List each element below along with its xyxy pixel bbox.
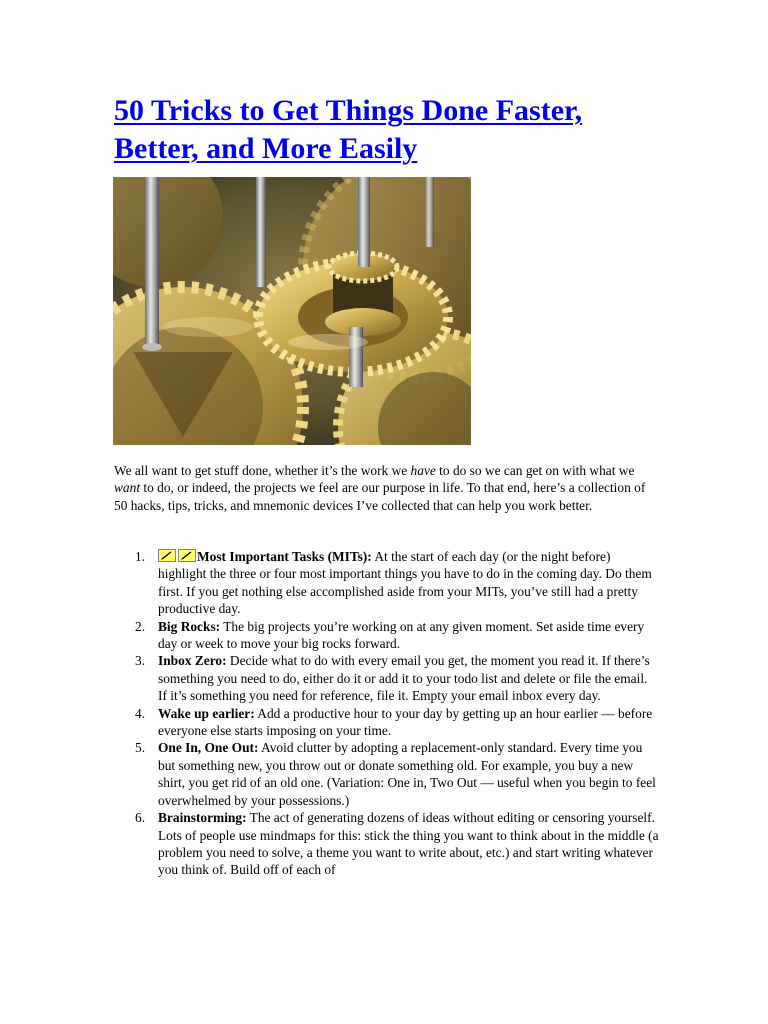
list-item-text: Add a productive hour to your day by getting up an hour earlier — before everyone else starts imposing on your time. bbox=[158, 705, 653, 739]
list-item-label: Inbox Zero: bbox=[158, 653, 227, 669]
list-item bbox=[114, 739, 659, 809]
list-item bbox=[114, 618, 659, 653]
tricks-list bbox=[114, 548, 659, 879]
list-item-number: 2. bbox=[135, 618, 146, 634]
list-item-text: The big projects you’re working on at any given moment. Set aside time every day or week to move your big rocks forward. bbox=[158, 618, 645, 652]
list-item-label: One In, One Out: bbox=[158, 740, 259, 756]
list-item bbox=[114, 548, 659, 618]
list-item bbox=[114, 705, 659, 740]
list-item-text: At the start of each day (or the night before) highlight the three or four most important things you have to do in the coming day. Do them first. If you get nothing else accomplished aside from your MITs, you’ve still had a pretty productive day. bbox=[158, 549, 652, 617]
list-item-label: Most Important Tasks (MITs): bbox=[197, 549, 372, 564]
intro-emphasis-want: want bbox=[114, 480, 141, 496]
list-item-text: Avoid clutter by adopting a replacement-only standard. Every time you but something new, you throw out or donate something old. For example, you buy a new shirt, you get rid of an old one. (Variation: One in, Two Out — useful when you begin to feel overwhelmed by your possessions.) bbox=[158, 740, 656, 808]
list-item-number: 6. bbox=[135, 810, 146, 826]
list-item-number: 1. bbox=[135, 549, 146, 564]
title-line-2: Better, and More Easily bbox=[114, 132, 418, 165]
intro-paragraph bbox=[114, 462, 659, 514]
list-item-label: Wake up earlier: bbox=[158, 705, 255, 721]
intro-text: to do, or indeed, the projects we feel are our purpose in life. To that end, here’s a collection of 50 hacks, tips, tricks, and mnemonic devices I’ve collected that can help you work better. bbox=[114, 480, 646, 513]
intro-text: to do so we can get on with what we bbox=[435, 463, 635, 478]
article-title-link[interactable] bbox=[114, 92, 674, 168]
intro-emphasis-have: have bbox=[410, 463, 436, 478]
list-item-text: Decide what to do with every email you get, the moment you read it. If there’s something you need to do, either do it or add it to your todo list and delete or file the email. If it’s something you need for reference, file it. Empty your email inbox every day. bbox=[158, 653, 650, 704]
list-item bbox=[114, 652, 659, 704]
pencil-edit-icon bbox=[158, 549, 196, 562]
title-line-1: 50 Tricks to Get Things Done Faster, bbox=[114, 94, 583, 127]
list-item-number: 3. bbox=[135, 653, 146, 669]
list-item-number: 4. bbox=[135, 705, 146, 721]
intro-text: We all want to get stuff done, whether it’s the work we bbox=[114, 463, 411, 478]
clockwork-gears-photo bbox=[113, 177, 471, 445]
list-item-label: Big Rocks: bbox=[158, 618, 221, 634]
list-item-number: 5. bbox=[135, 740, 146, 756]
list-item bbox=[114, 809, 659, 879]
list-item-label: Brainstorming: bbox=[158, 810, 247, 826]
list-item-text: The act of generating dozens of ideas without editing or censoring yourself. Lots of people use mindmaps for this: stick the thing you want to think about in the middle (a problem you need to solve, a theme you want to write about, etc.) and start writing whatever you think of. Build off of each of bbox=[158, 810, 659, 878]
